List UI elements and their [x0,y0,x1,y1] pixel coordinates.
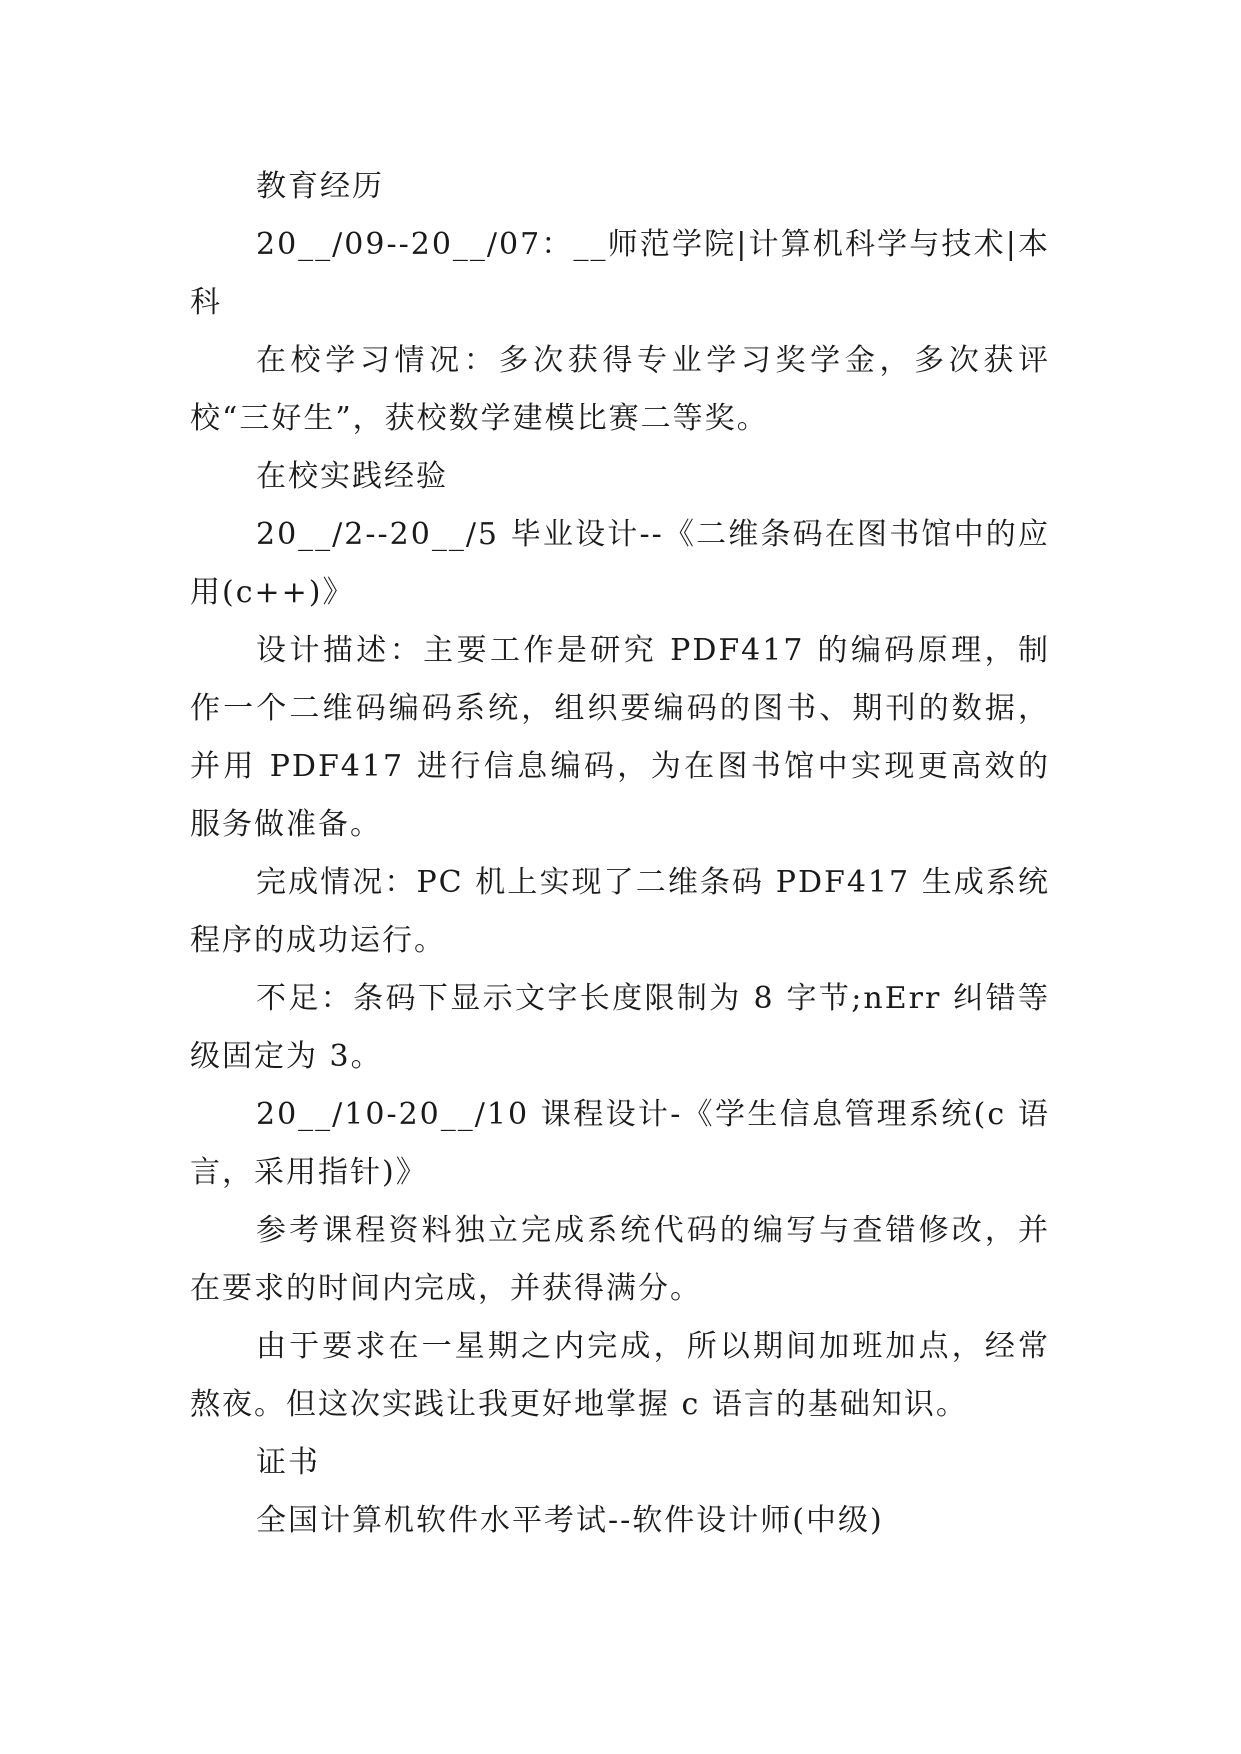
project-completion: 完成情况：PC 机上实现了二维条码 PDF417 生成系统程序的成功运行。 [190,865,1050,958]
document-body [190,158,1050,1550]
section-heading-practice: 在校实践经验 [256,459,448,494]
section-heading-education: 教育经历 [256,169,384,204]
certificate-item: 全国计算机软件水平考试--软件设计师(中级) [256,1503,884,1538]
education-entry: 20__/09--20__/07：__师范学院|计算机科学与技术|本科 [190,227,1050,320]
course-project-detail: 参考课程资料独立完成系统代码的编写与查错修改，并在要求的时间内完成，并获得满分。 [190,1213,1050,1306]
study-performance: 在校学习情况：多次获得专业学习奖学金，多次获评校“三好生”，获校数学建模比赛二等奖。 [190,343,1050,436]
project-shortcomings: 不足：条码下显示文字长度限制为 8 字节;nErr 纠错等级固定为 3。 [190,981,1050,1074]
course-project-reflection: 由于要求在一星期之内完成，所以期间加班加点，经常熬夜。但这次实践让我更好地掌握 c 语言的基础知识。 [190,1329,1050,1422]
course-project-title: 20__/10-20__/10 课程设计-《学生信息管理系统(c 语言，采用指针)》 [190,1097,1050,1190]
project-description: 设计描述：主要工作是研究 PDF417 的编码原理，制作一个二维码编码系统，组织要编码的图书、期刊的数据，并用 PDF417 进行信息编码，为在图书馆中实现更高效的服务做准备。 [190,633,1050,842]
graduation-project-title: 20__/2--20__/5 毕业设计--《二维条码在图书馆中的应用(c++)》 [190,517,1050,610]
section-heading-certificates: 证书 [256,1445,320,1480]
